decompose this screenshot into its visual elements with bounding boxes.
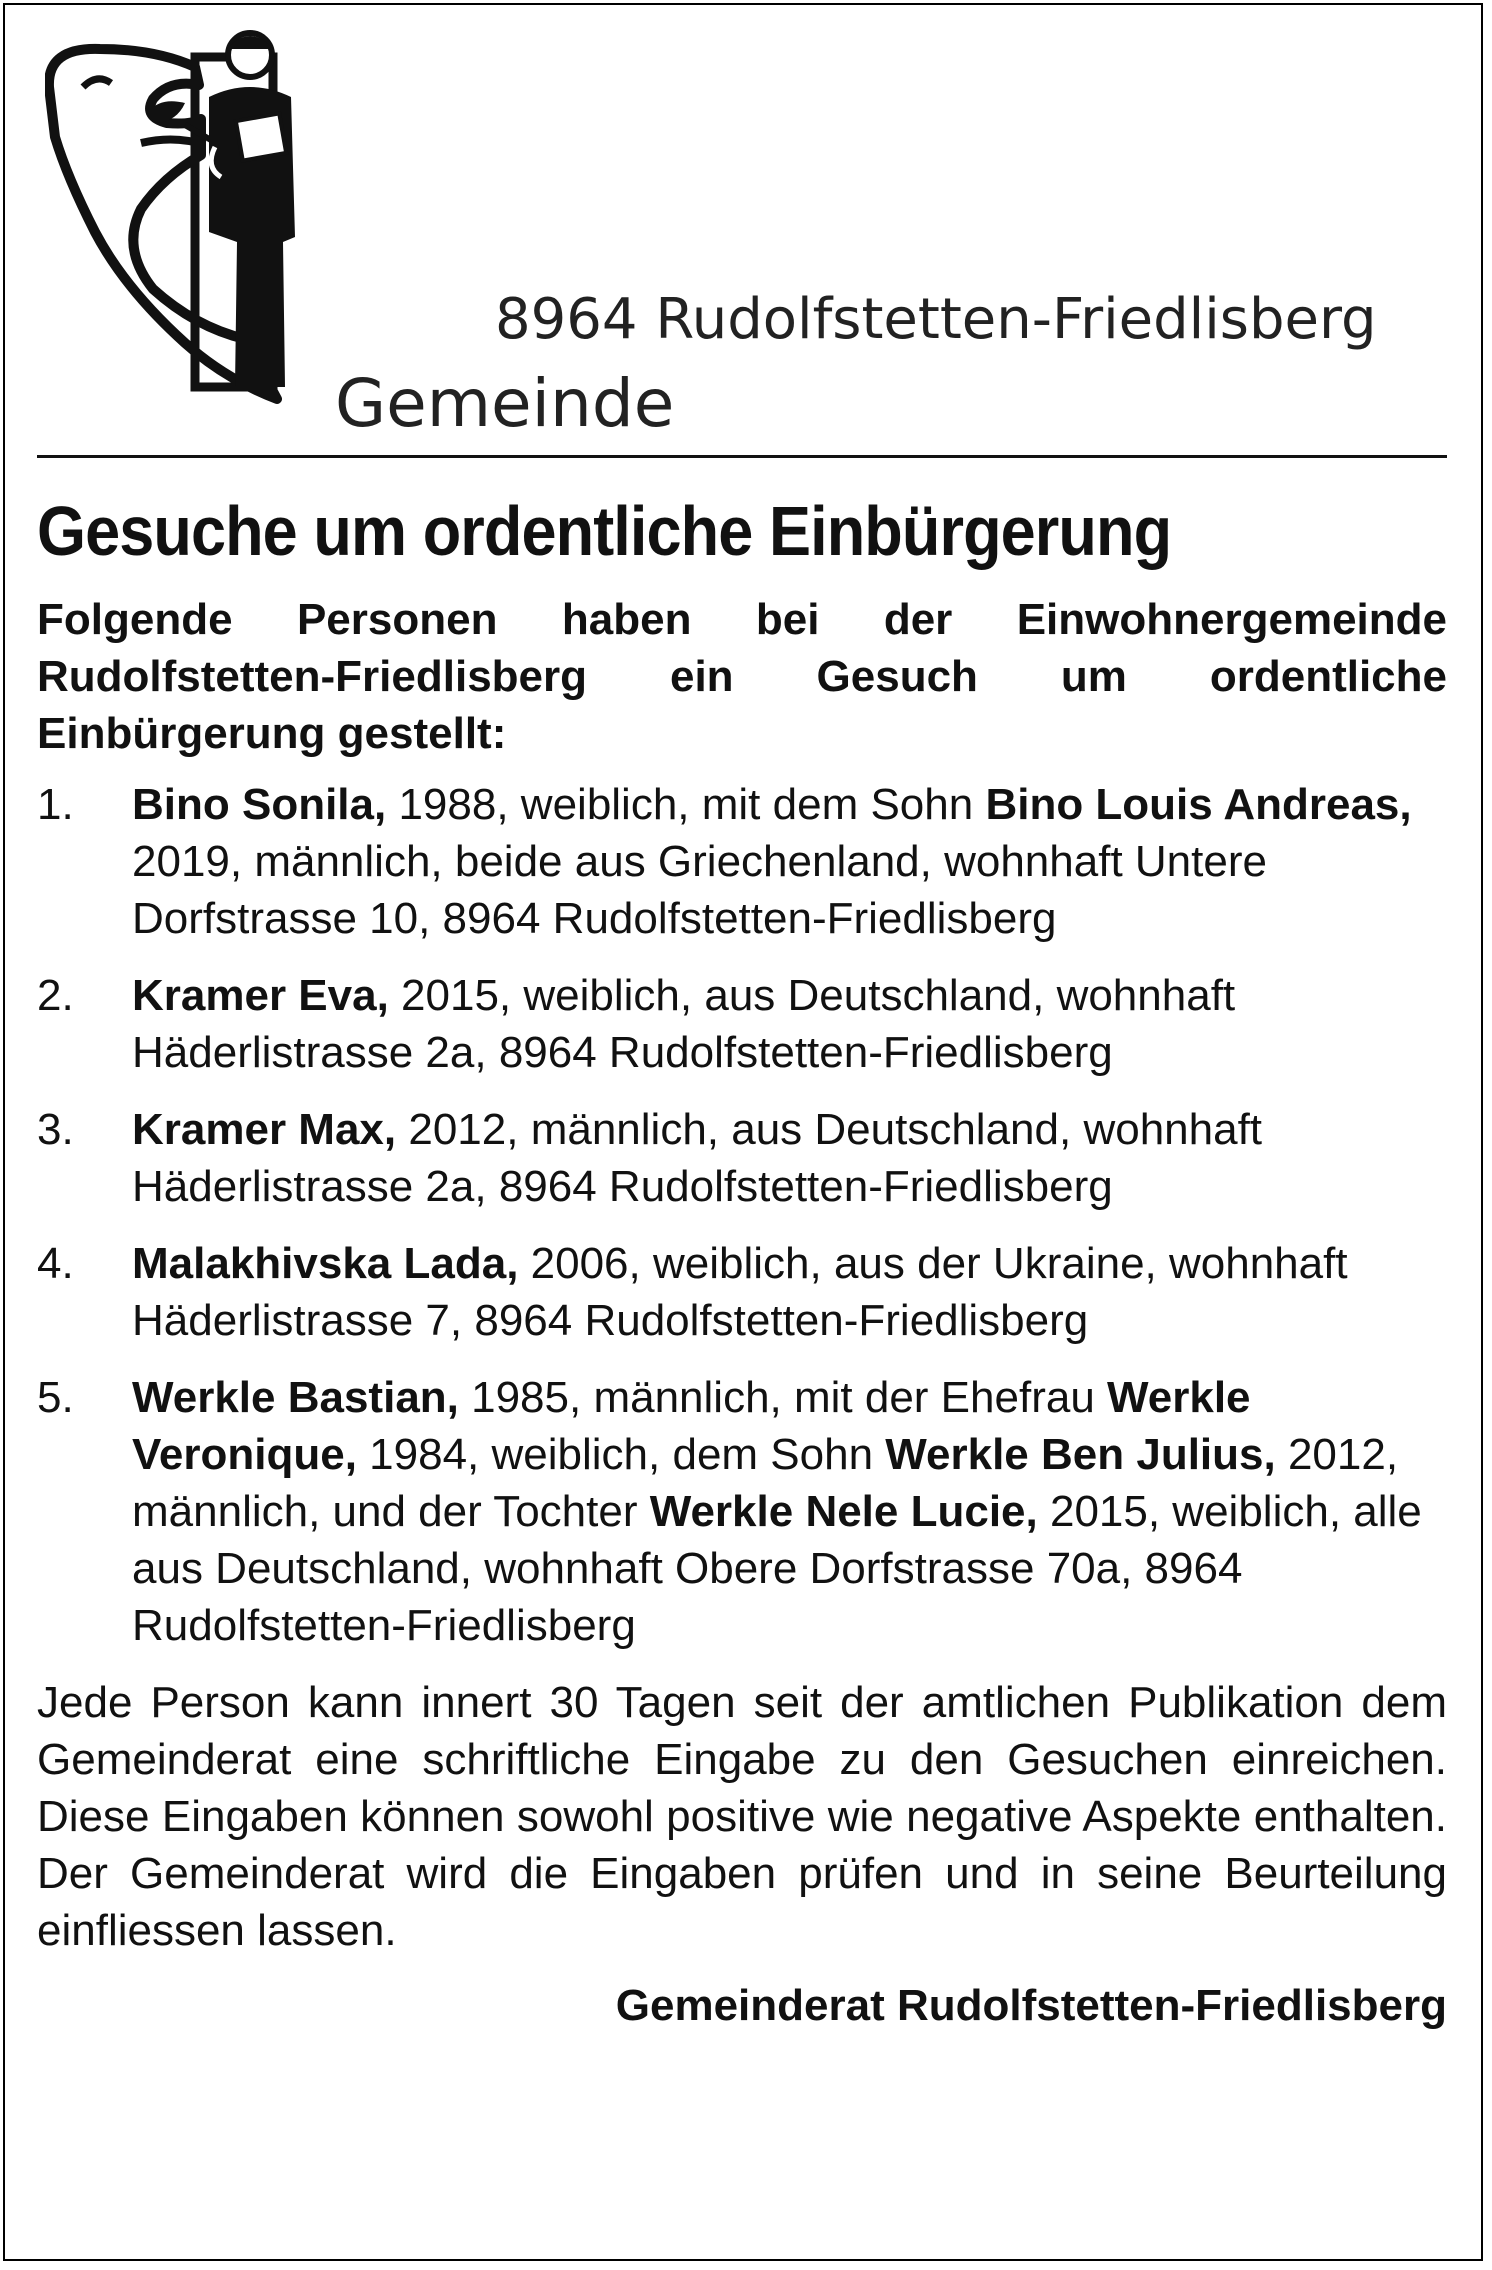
- applicant-details: 1984, weiblich, dem Sohn: [356, 1430, 886, 1479]
- applicant-name: Bino Louis Andreas,: [985, 780, 1412, 829]
- list-item: [37, 1235, 1447, 1349]
- header-divider: [37, 455, 1447, 458]
- applicant-name: Bino Sonila,: [132, 780, 387, 829]
- municipality-header: [5, 5, 1481, 460]
- applicant-name: Kramer Max,: [132, 1105, 397, 1154]
- applicant-details: 2015, weiblich, alle aus Deutschland, wohnhaft Obere Dorfstrasse 70a, 8964 Rudolfstetten-Friedlisberg: [132, 1487, 1422, 1650]
- applicant-details: 2006, weiblich, aus der Ukraine, wohnhaft Häderlistrasse 7, 8964 Rudolfstetten-Friedlisberg: [132, 1239, 1348, 1345]
- notice-closing: Jede Person kann innert 30 Tagen seit der amtlichen Publikation dem Gemeinderat eine schriftliche Eingabe zu den Gesuchen einreichen. Diese Eingaben können sowohl positive wie negative Aspekte enthalten. Der Gemeinderat wird die Eingaben prüfen und in seine Beurteilung einfliessen lassen.: [37, 1678, 1447, 1955]
- list-item: [37, 1369, 1447, 1654]
- applicant-details: 2012, männlich, aus Deutschland, wohnhaft Häderlistrasse 2a, 8964 Rudolfstetten-Friedlisberg: [132, 1105, 1263, 1211]
- applicant-name: Werkle Veronique,: [132, 1373, 1251, 1479]
- applicant-name: Kramer Eva,: [132, 971, 389, 1020]
- applicant-name: Werkle Nele Lucie,: [649, 1487, 1038, 1536]
- applicant-list: [37, 776, 1447, 1654]
- list-item-number: 4.: [37, 1239, 74, 1288]
- official-notice: [3, 3, 1483, 2261]
- applicant-name: Malakhivska Lada,: [132, 1239, 519, 1288]
- notice-signature: Gemeinderat Rudolfstetten-Friedlisberg: [615, 1981, 1447, 2030]
- notice-title: Gesuche um ordentliche Einbürgerung: [37, 492, 1172, 570]
- applicant-details: 1988, weiblich, mit dem Sohn: [386, 780, 986, 829]
- notice-body: [37, 483, 1447, 2034]
- applicant-details: 2012, männlich, und der Tochter: [132, 1430, 1399, 1536]
- applicant-name: Werkle Ben Julius,: [885, 1430, 1276, 1479]
- list-item-number: 3.: [37, 1105, 74, 1154]
- logo-gemeinde: Gemeinde: [335, 365, 675, 442]
- list-item-number: 5.: [37, 1373, 74, 1422]
- notice-intro: Folgende Personen haben bei der Einwohnergemeinde Rudolfstetten-Friedlisberg ein Gesuch um ordentliche Einbürgerung gestellt:: [37, 595, 1447, 758]
- applicant-details: 2019, männlich, beide aus Griechenland, wohnhaft Untere Dorfstrasse 10, 8964 Rudolfstetten-Friedlisberg: [132, 837, 1267, 943]
- applicant-details: 1985, männlich, mit der Ehefrau: [458, 1373, 1108, 1422]
- applicant-details: 2015, weiblich, aus Deutschland, wohnhaft Häderlistrasse 2a, 8964 Rudolfstetten-Friedlisberg: [132, 971, 1236, 1077]
- list-item: [37, 967, 1447, 1081]
- list-item: [37, 776, 1447, 947]
- applicant-name: Werkle Bastian,: [132, 1373, 459, 1422]
- list-item-number: 2.: [37, 971, 74, 1020]
- list-item: [37, 1101, 1447, 1215]
- logo-address: 8964 Rudolfstetten-Friedlisberg: [495, 287, 1377, 352]
- list-item-number: 1.: [37, 780, 74, 829]
